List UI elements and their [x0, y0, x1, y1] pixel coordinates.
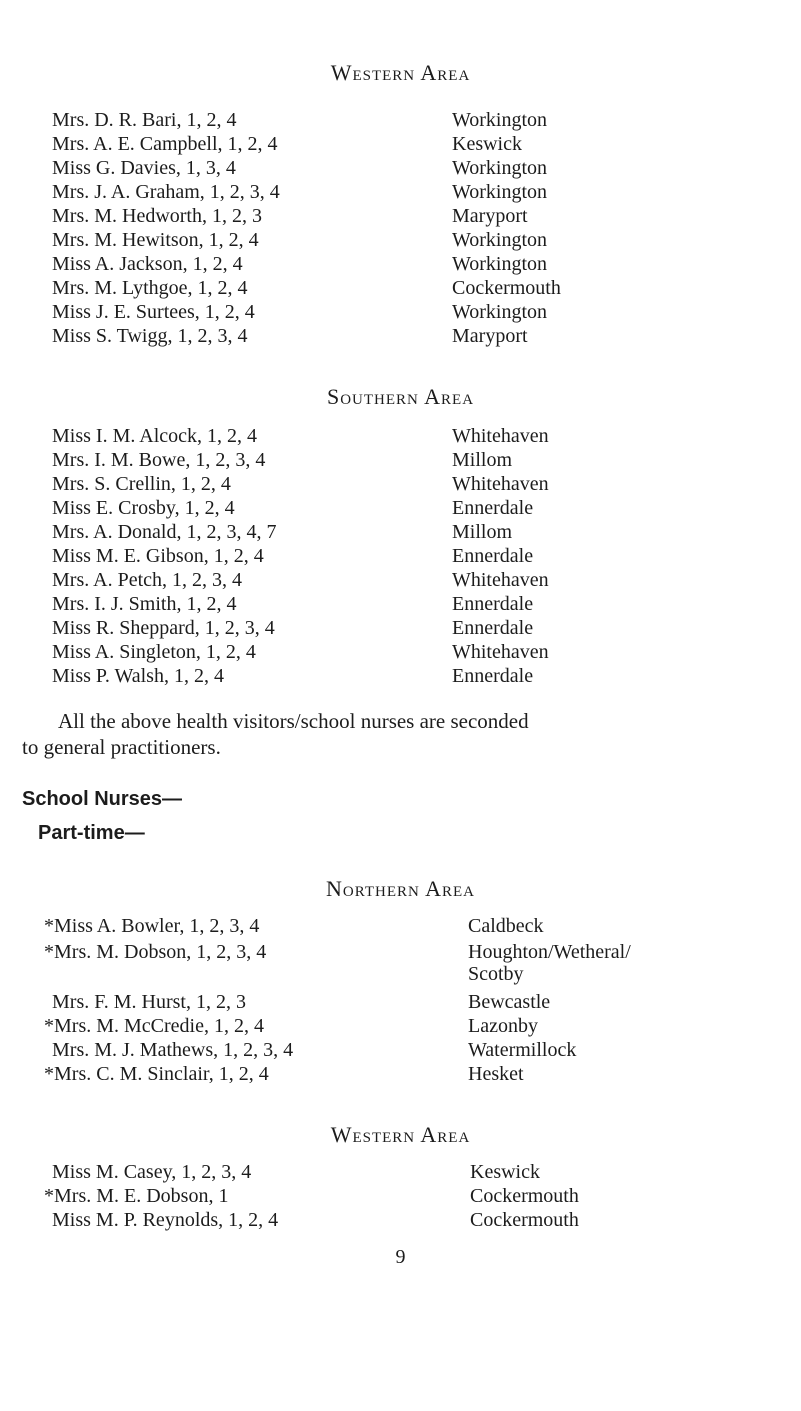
nurse-location: Ennerdale — [452, 617, 534, 639]
nurse-name: Mrs. S. Crellin, 1, 2, 4 — [52, 473, 231, 495]
nurse-location: Whitehaven — [452, 473, 549, 495]
nurse-name: Mrs. M. Hedworth, 1, 2, 3 — [52, 205, 262, 227]
nurse-location: Lazonby — [468, 1015, 538, 1037]
northern-area-heading: Northern Area — [326, 876, 475, 901]
nurse-location: Ennerdale — [452, 593, 534, 615]
nurse-location: Keswick — [470, 1161, 540, 1183]
note-line-1: All the above health visitors/school nurses are seconded — [58, 709, 529, 733]
nurse-name: Miss A. Singleton, 1, 2, 4 — [52, 641, 256, 663]
nurse-name: Miss M. P. Reynolds, 1, 2, 4 — [52, 1209, 279, 1231]
nurse-name: Mrs. I. J. Smith, 1, 2, 4 — [52, 593, 237, 615]
nurse-name: *Mrs. C. M. Sinclair, 1, 2, 4 — [44, 1063, 269, 1085]
nurse-location: Cockermouth — [470, 1209, 579, 1231]
nurse-name: Miss P. Walsh, 1, 2, 4 — [52, 665, 224, 687]
nurse-name: Miss G. Davies, 1, 3, 4 — [52, 157, 236, 179]
nurse-name: Mrs. D. R. Bari, 1, 2, 4 — [52, 109, 237, 131]
nurse-location: Ennerdale — [452, 665, 534, 687]
nurse-location: Whitehaven — [452, 425, 549, 447]
nurse-name: *Miss A. Bowler, 1, 2, 3, 4 — [44, 915, 260, 937]
nurse-location: Whitehaven — [452, 641, 549, 663]
southern-area-heading: Southern Area — [326, 384, 475, 409]
nurse-location: Workington — [452, 253, 548, 275]
nurse-location: Watermillock — [468, 1039, 577, 1061]
nurse-name: Mrs. J. A. Graham, 1, 2, 3, 4 — [52, 181, 280, 203]
nurse-location: Ennerdale — [452, 545, 534, 567]
nurse-location: Maryport — [452, 325, 528, 347]
nurse-location: Workington — [452, 229, 548, 251]
nurse-location: Millom — [452, 449, 513, 471]
secondment-note — [22, 708, 782, 760]
nurse-location: Cockermouth — [452, 277, 561, 299]
nurse-location-continued: Scotby — [468, 963, 524, 985]
nurse-name: Mrs. I. M. Bowe, 1, 2, 3, 4 — [52, 449, 266, 471]
nurse-name: *Mrs. M. E. Dobson, 1 — [44, 1185, 229, 1207]
nurse-location: Hesket — [468, 1063, 524, 1085]
western-area-heading: Western Area — [330, 60, 471, 85]
nurse-location: Workington — [452, 181, 548, 203]
nurse-name: *Mrs. M. McCredie, 1, 2, 4 — [44, 1015, 264, 1037]
nurse-name: Miss S. Twigg, 1, 2, 3, 4 — [52, 325, 248, 347]
nurse-location: Bewcastle — [468, 991, 551, 1013]
part-time-label: Part-time— — [38, 822, 145, 844]
nurse-name: Miss M. E. Gibson, 1, 2, 4 — [52, 545, 264, 567]
nurse-name: Mrs. M. Hewitson, 1, 2, 4 — [52, 229, 259, 251]
nurse-location: Workington — [452, 157, 548, 179]
nurse-name: Miss E. Crosby, 1, 2, 4 — [52, 497, 235, 519]
note-line-2: to general practitioners. — [22, 735, 221, 759]
nurse-location: Caldbeck — [468, 915, 544, 937]
nurse-location: Maryport — [452, 205, 528, 227]
nurse-name: Mrs. A. Donald, 1, 2, 3, 4, 7 — [52, 521, 277, 543]
nurse-name: Mrs. F. M. Hurst, 1, 2, 3 — [52, 991, 246, 1013]
nurse-name: Mrs. M. Lythgoe, 1, 2, 4 — [52, 277, 248, 299]
school-nurses-label: School Nurses— — [22, 788, 183, 810]
nurse-name: Miss R. Sheppard, 1, 2, 3, 4 — [52, 617, 275, 639]
nurse-location: Ennerdale — [452, 497, 534, 519]
nurse-name: Mrs. M. J. Mathews, 1, 2, 3, 4 — [52, 1039, 294, 1061]
nurse-location: Cockermouth — [470, 1185, 579, 1207]
nurse-location: Houghton/Wetheral/ — [468, 941, 631, 963]
nurse-location: Workington — [452, 109, 548, 131]
page-number: 9 — [395, 1246, 406, 1268]
nurse-name: Miss M. Casey, 1, 2, 3, 4 — [52, 1161, 252, 1183]
nurse-location: Whitehaven — [452, 569, 549, 591]
nurse-name: Miss J. E. Surtees, 1, 2, 4 — [52, 301, 255, 323]
nurse-name: Mrs. A. E. Campbell, 1, 2, 4 — [52, 133, 278, 155]
nurse-name: Mrs. A. Petch, 1, 2, 3, 4 — [52, 569, 242, 591]
western-area-part-time-heading: Western Area — [330, 1122, 471, 1147]
nurse-location: Keswick — [452, 133, 522, 155]
nurse-name: *Mrs. M. Dobson, 1, 2, 3, 4 — [44, 941, 267, 963]
nurse-location: Workington — [452, 301, 548, 323]
nurse-location: Millom — [452, 521, 513, 543]
nurse-name: Miss I. M. Alcock, 1, 2, 4 — [52, 425, 257, 447]
nurse-name: Miss A. Jackson, 1, 2, 4 — [52, 253, 243, 275]
